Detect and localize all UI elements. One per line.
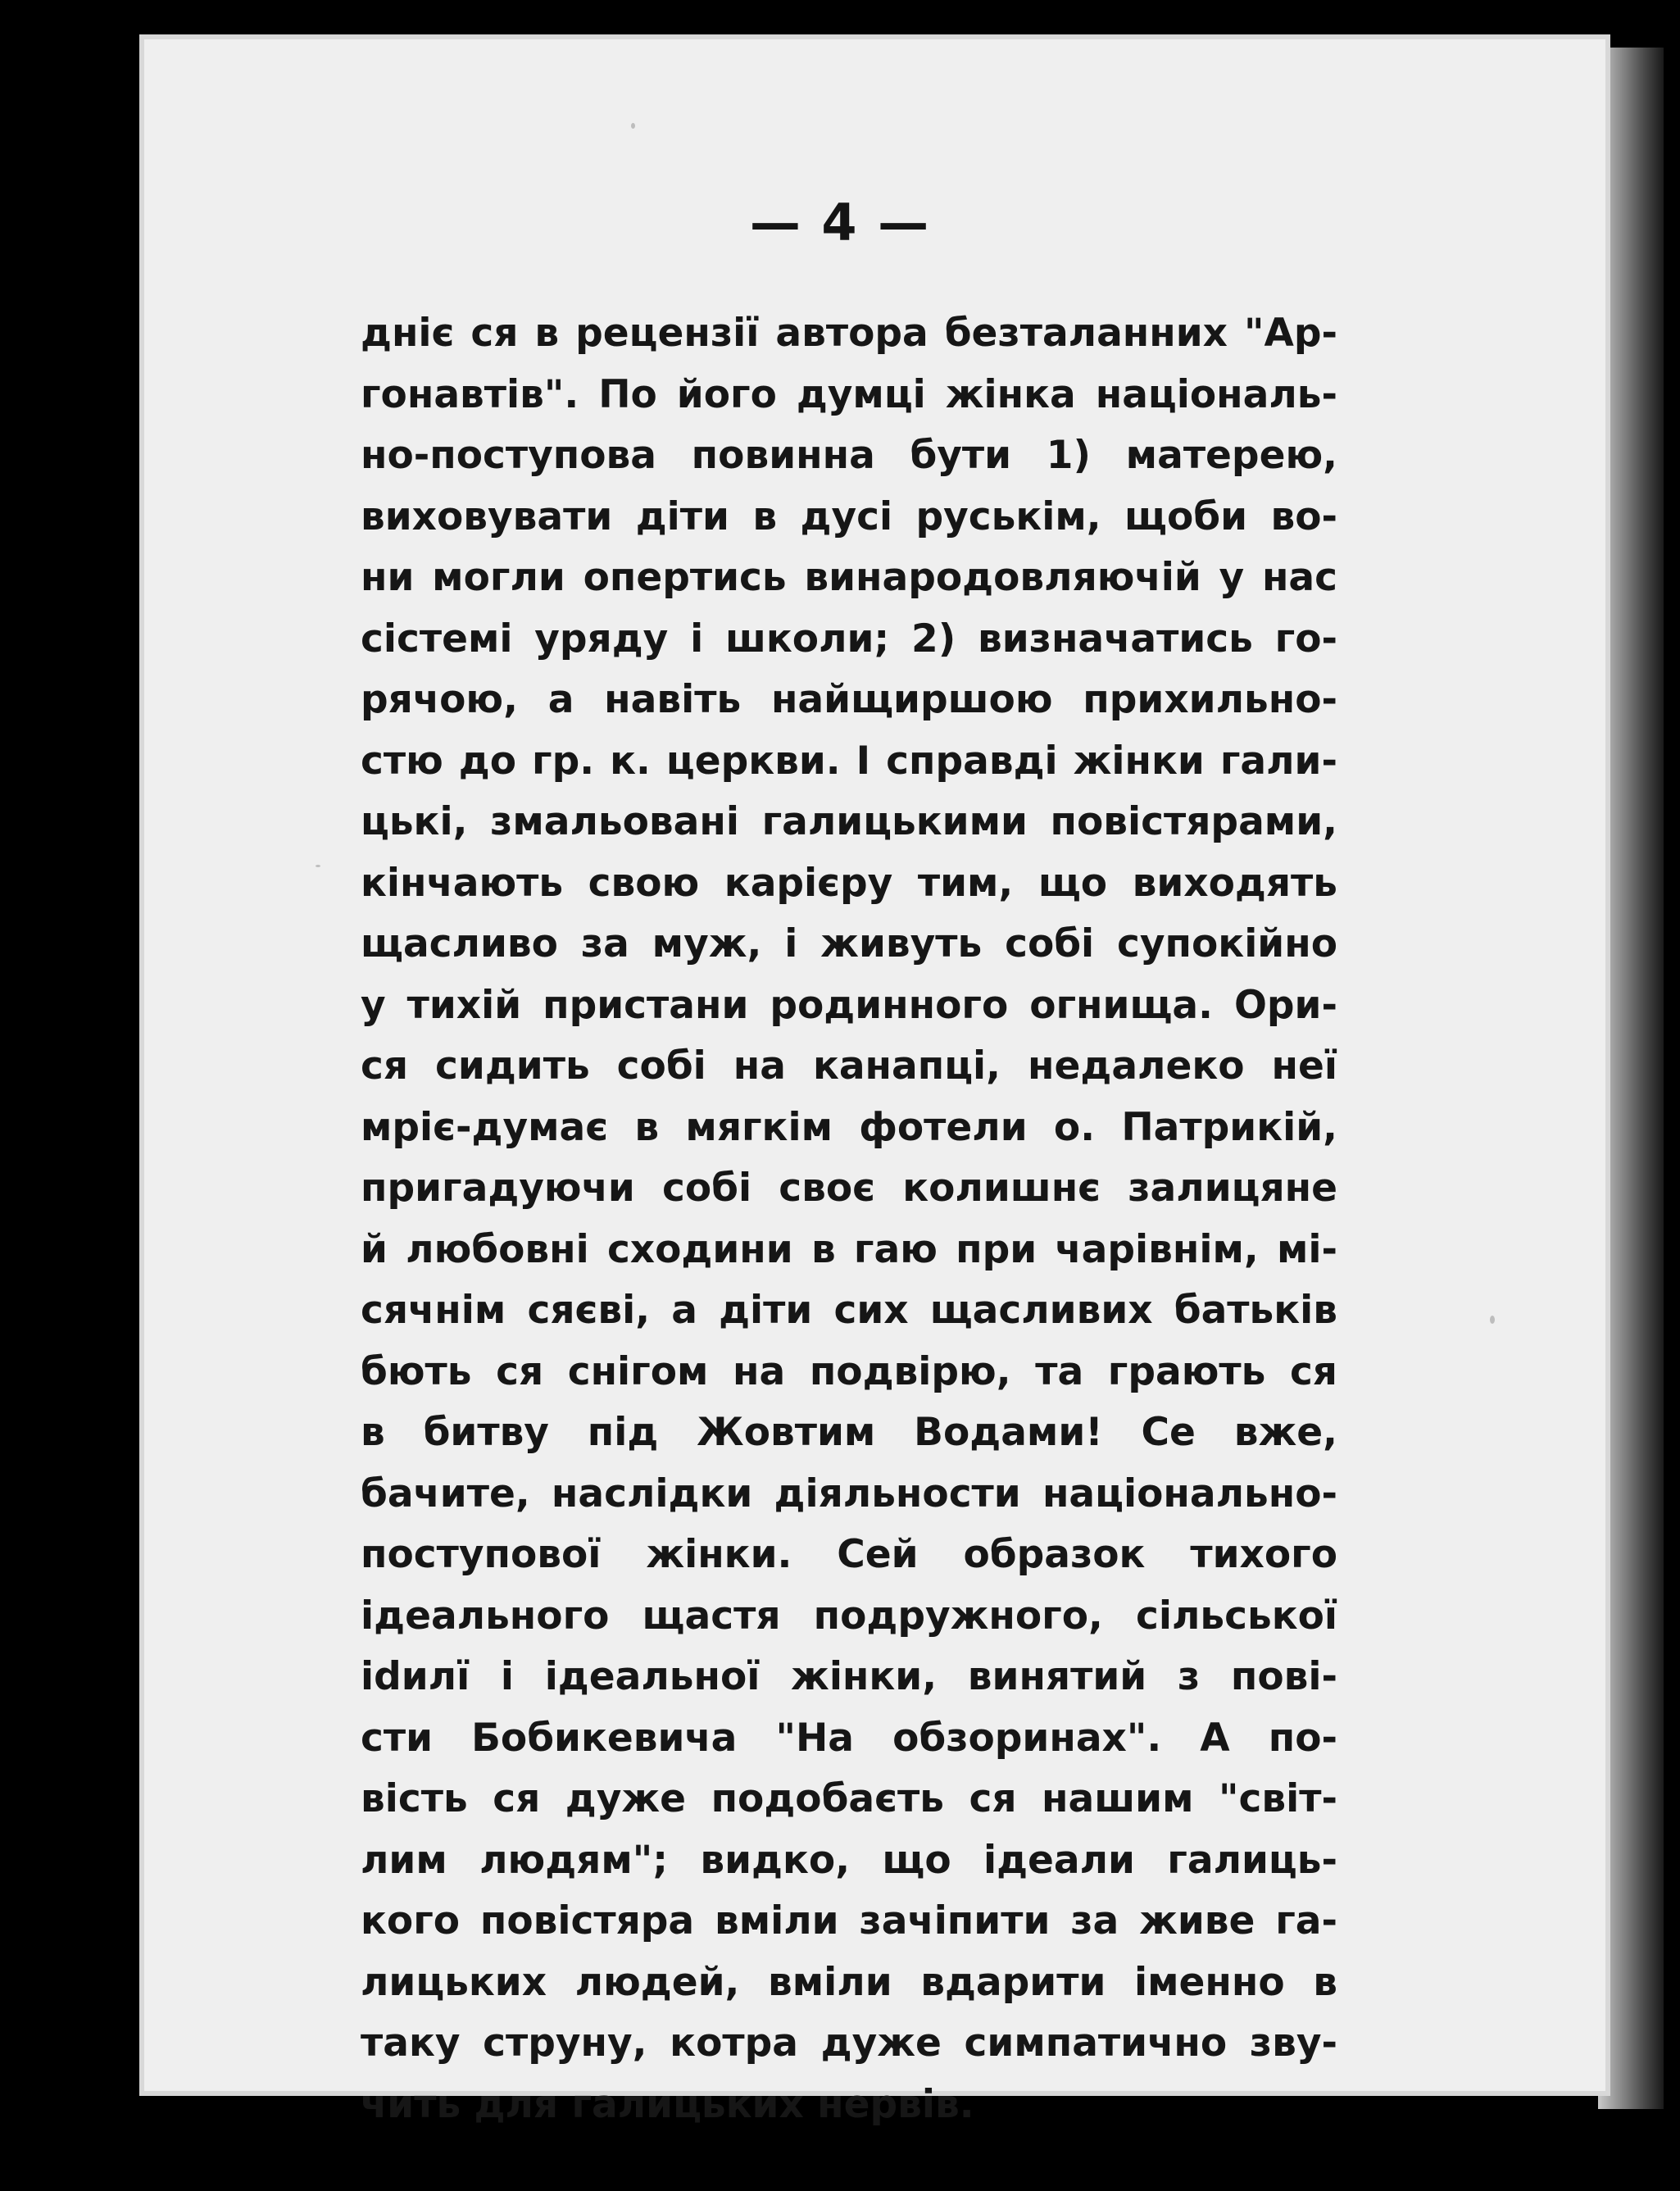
- text-line: но-поступова повинна бути 1) матерею,: [361, 433, 1337, 478]
- text-line: цькі, змальовані галицькими повістярами,: [361, 799, 1337, 844]
- text-line: у тихій пристани родинного огнища. Ори-: [361, 982, 1337, 1028]
- text-line: сістемі уряду і школи; 2) визначатись го-: [361, 616, 1337, 661]
- text-line: ідеального щастя подружного, сільської: [361, 1593, 1337, 1639]
- text-line: idилї і ідеальної жінки, винятий з пові-: [361, 1654, 1337, 1699]
- text-line: гонавтів". По його думці жінка національ-: [361, 371, 1337, 417]
- text-line: таку струну, котра дуже симпатично зву-: [361, 2021, 1337, 2066]
- text-line: лицьких людей, вміли вдарити іменно в: [361, 1959, 1337, 2005]
- text-line: лим людям"; видко, що ідеали галиць-: [361, 1837, 1337, 1883]
- text-line: ся сидить собі на канапці, недалеко неї: [361, 1043, 1337, 1089]
- text-line: пригадуючи собі своє колишнє залицяне: [361, 1166, 1337, 1211]
- text-line: вість ся дуже подобаєть ся нашим "світ-: [361, 1776, 1337, 1821]
- text-line: чить для галицьких нервів.: [361, 2081, 974, 2127]
- text-line: кого повістяра вміли зачіпити за живе га-: [361, 1898, 1337, 1943]
- text-line: й любовні сходини в гаю при чарівнім, мі-: [361, 1226, 1337, 1272]
- text-line: бють ся снігом на подвірю, та грають ся: [361, 1348, 1337, 1394]
- text-line: бачите, наслідки діяльности національно-: [361, 1471, 1337, 1516]
- text-line: дніє ся в рецензії автора безталанних "Ар-: [361, 311, 1337, 356]
- text-line: щасливо за муж, і живуть собі супокійно: [361, 921, 1337, 966]
- dust-speck: [1490, 1316, 1495, 1324]
- text-line: мріє-думає в мягкім фотели о. Патрикій,: [361, 1104, 1337, 1150]
- dust-speck: [316, 865, 320, 867]
- text-line: стю до гр. к. церкви. І справді жінки гали-: [361, 738, 1337, 784]
- text-line: поступової жінки. Сей образок тихого: [361, 1532, 1337, 1577]
- dust-speck: [631, 123, 635, 129]
- text-line: рячою, а навіть найщиршою прихильно-: [361, 677, 1337, 722]
- text-line: в битву під Жовтим Водами! Се вже,: [361, 1410, 1337, 1455]
- text-line: кінчають свою карієру тим, що виходять: [361, 860, 1337, 906]
- body-text: [361, 303, 1337, 2135]
- text-line: сячнім сяєві, а діти сих щасливих батьків: [361, 1288, 1337, 1333]
- text-line: сти Бобикевича "На обзоринах". А по-: [361, 1715, 1337, 1761]
- page-number: — 4 —: [749, 193, 931, 252]
- text-line: ни могли опертись винародовляючій у нас: [361, 555, 1337, 600]
- text-line: виховувати діти в дусі руськім, щоби во-: [361, 493, 1337, 539]
